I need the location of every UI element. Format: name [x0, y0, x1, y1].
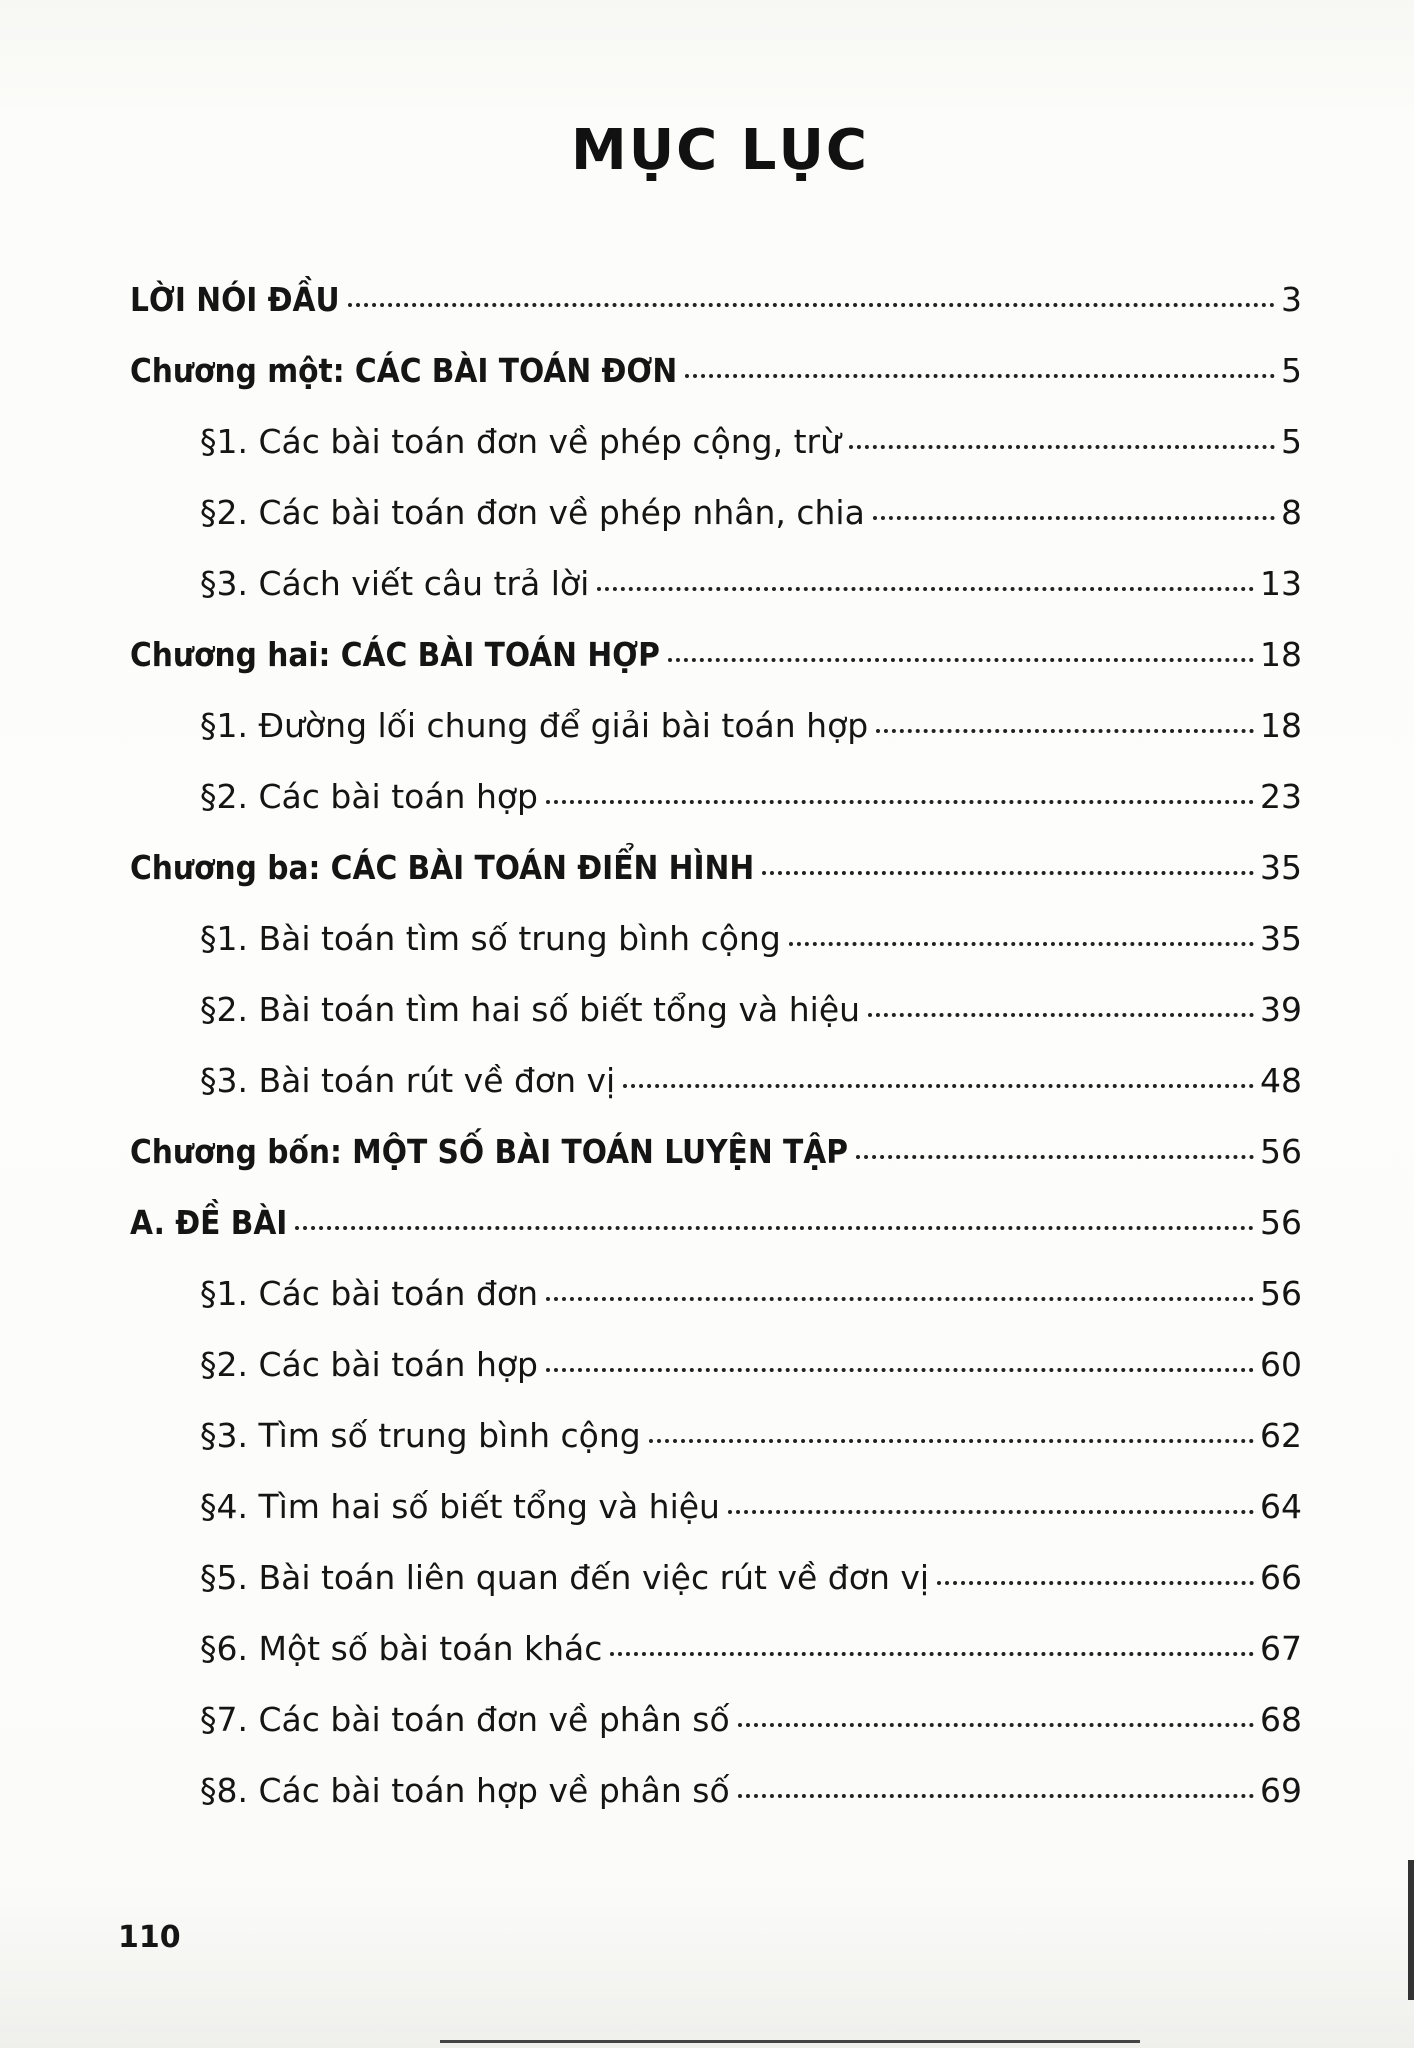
toc-chapter-entry: [130, 832, 1302, 903]
toc-entry-title: LỜI NÓI ĐẦU: [130, 280, 340, 319]
toc-section-entry: [130, 1613, 1302, 1684]
toc-entry-title: Chương hai: CÁC BÀI TOÁN HỢP: [130, 635, 660, 674]
toc-entry-page: 56: [1260, 1274, 1302, 1313]
toc-entry-page: 66: [1260, 1558, 1302, 1597]
toc-entry-page: 3: [1281, 280, 1302, 319]
toc-entry-page: 56: [1260, 1203, 1302, 1242]
dot-leader: [668, 658, 1254, 662]
dot-leader: [738, 1723, 1254, 1727]
dot-leader: [623, 1084, 1254, 1088]
toc-entry-page: 56: [1260, 1132, 1302, 1171]
toc-entry-page: 8: [1281, 493, 1302, 532]
toc-entry-page: 48: [1260, 1061, 1302, 1100]
dot-leader: [597, 587, 1254, 591]
toc-section-entry: [130, 974, 1302, 1045]
dot-leader: [937, 1581, 1254, 1585]
dot-leader: [849, 445, 1275, 449]
toc-entry-title: §3. Bài toán rút về đơn vị: [200, 1061, 616, 1100]
toc-entry-title: §3. Tìm số trung bình cộng: [200, 1416, 641, 1455]
toc-section-entry: [130, 1471, 1302, 1542]
toc-entry-page: 13: [1260, 564, 1302, 603]
toc-section-entry: [130, 690, 1302, 761]
dot-leader: [348, 303, 1275, 307]
dot-leader: [856, 1155, 1254, 1159]
toc-section-entry: [130, 1400, 1302, 1471]
toc-entry-page: 18: [1260, 635, 1302, 674]
toc-entry-page: 5: [1281, 351, 1302, 390]
toc-entry-page: 67: [1260, 1629, 1302, 1668]
toc-entry-page: 23: [1260, 777, 1302, 816]
toc-section-entry: [130, 1258, 1302, 1329]
dot-leader: [610, 1652, 1254, 1656]
toc-entry-page: 35: [1260, 919, 1302, 958]
toc-entry-title: §8. Các bài toán hợp về phân số: [200, 1771, 730, 1810]
toc-entry-page: 60: [1260, 1345, 1302, 1384]
page-title: MỤC LỤC: [570, 118, 870, 183]
toc-chapter-entry: [130, 619, 1302, 690]
dot-leader: [295, 1226, 1254, 1230]
toc-section-entry: [130, 761, 1302, 832]
dot-leader: [876, 729, 1254, 733]
toc-entry-page: 35: [1260, 848, 1302, 887]
toc-entry-title: §2. Các bài toán đơn về phép nhân, chia: [200, 493, 865, 532]
toc-chapter-entry: [130, 1116, 1302, 1187]
dot-leader: [762, 871, 1254, 875]
toc-section-entry: [130, 548, 1302, 619]
dot-leader: [546, 1368, 1254, 1372]
dot-leader: [546, 1297, 1254, 1301]
toc-chapter-entry: [130, 335, 1302, 406]
table-of-contents: [130, 264, 1302, 1826]
toc-section-entry: [130, 477, 1302, 548]
toc-entry-page: 69: [1260, 1771, 1302, 1810]
toc-entry-title: §1. Các bài toán đơn về phép cộng, trừ: [200, 422, 842, 461]
toc-chapter-entry: [130, 1187, 1302, 1258]
toc-section-entry: [130, 1045, 1302, 1116]
toc-section-entry: [130, 406, 1302, 477]
toc-section-entry: [130, 1542, 1302, 1613]
page-edge-shadow: [1408, 1860, 1414, 2000]
toc-entry-title: §7. Các bài toán đơn về phân số: [200, 1700, 730, 1739]
dot-leader: [868, 1013, 1254, 1017]
toc-entry-title: §4. Tìm hai số biết tổng và hiệu: [200, 1487, 720, 1526]
toc-entry-page: 18: [1260, 706, 1302, 745]
dot-leader: [873, 516, 1275, 520]
bottom-edge-shadow: [440, 2040, 1140, 2043]
toc-entry-page: 5: [1281, 422, 1302, 461]
toc-entry-title: Chương một: CÁC BÀI TOÁN ĐƠN: [130, 351, 678, 390]
toc-entry-title: §3. Cách viết câu trả lời: [200, 564, 590, 603]
dot-leader: [546, 800, 1254, 804]
toc-entry-page: 62: [1260, 1416, 1302, 1455]
toc-entry-page: 68: [1260, 1700, 1302, 1739]
toc-entry-title: §1. Bài toán tìm số trung bình cộng: [200, 919, 781, 958]
toc-entry-title: §1. Đường lối chung để giải bài toán hợp: [200, 706, 869, 745]
toc-chapter-entry: [130, 264, 1302, 335]
toc-entry-page: 64: [1260, 1487, 1302, 1526]
toc-entry-title: A. ĐỀ BÀI: [130, 1203, 288, 1242]
dot-leader: [649, 1439, 1254, 1443]
toc-section-entry: [130, 1684, 1302, 1755]
dot-leader: [789, 942, 1254, 946]
toc-entry-title: §2. Các bài toán hợp: [200, 777, 539, 816]
toc-entry-title: §6. Một số bài toán khác: [200, 1629, 603, 1668]
toc-entry-title: §2. Bài toán tìm hai số biết tổng và hiệu: [200, 990, 861, 1029]
toc-entry-title: §2. Các bài toán hợp: [200, 1345, 539, 1384]
page-number: 110: [118, 1920, 181, 1955]
toc-entry-title: §1. Các bài toán đơn: [200, 1274, 539, 1313]
dot-leader: [738, 1794, 1254, 1798]
toc-section-entry: [130, 903, 1302, 974]
toc-entry-page: 39: [1260, 990, 1302, 1029]
toc-section-entry: [130, 1329, 1302, 1400]
toc-entry-title: Chương ba: CÁC BÀI TOÁN ĐIỂN HÌNH: [130, 848, 755, 887]
toc-entry-title: §5. Bài toán liên quan đến việc rút về đơn vị: [200, 1558, 930, 1597]
toc-section-entry: [130, 1755, 1302, 1826]
dot-leader: [685, 374, 1275, 378]
dot-leader: [728, 1510, 1254, 1514]
toc-entry-title: Chương bốn: MỘT SỐ BÀI TOÁN LUYỆN TẬP: [130, 1132, 849, 1171]
